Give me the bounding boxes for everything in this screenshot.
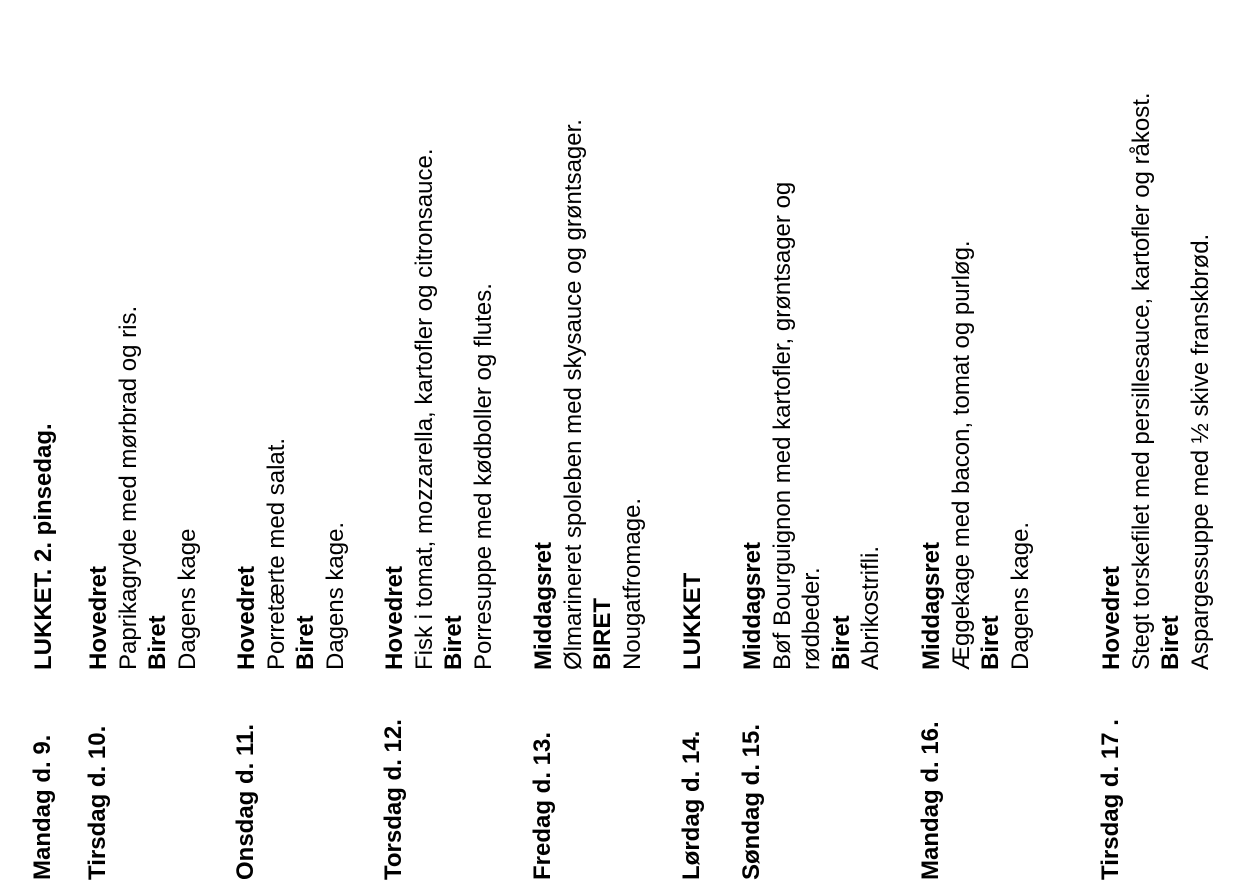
day-label: Torsdag d. 12.	[380, 719, 407, 880]
course-heading: Middagsret	[918, 541, 945, 670]
menu-content	[738, 182, 886, 670]
menu-content	[29, 423, 59, 670]
day-label: Mandag d. 9.	[29, 734, 56, 880]
closed-notice: LUKKET	[679, 572, 706, 670]
closed-notice: LUKKET. 2. pinsedag.	[30, 423, 57, 670]
course-dish: Dagens kage.	[321, 521, 349, 670]
course-heading: Biret	[827, 615, 855, 670]
course-dish: Porresuppe med kødboller og flutes.	[469, 283, 497, 670]
course-heading: Middagsret	[530, 541, 557, 670]
course-heading: Biret	[977, 615, 1004, 670]
menu-content	[84, 306, 202, 670]
menu-content	[380, 148, 498, 670]
course-dish: Ølmarineret spoleben med skysauce og grøntsager.	[559, 119, 587, 670]
course-dish: Porretærte med salat.	[262, 437, 290, 670]
course-dish: Æggekage med bacon, tomat og purløg.	[947, 240, 975, 670]
course-dish: Nougatfromage.	[618, 497, 646, 670]
course-dish: Paprikagryde med mørbrad og ris.	[114, 305, 142, 670]
course-dish: Dagens kage.	[1006, 521, 1034, 670]
course-dish: Bøf Bourguignon med kartofler, grøntsager og	[768, 181, 796, 670]
day-label: Onsdag d. 11.	[232, 723, 259, 880]
course-heading: Biret	[1157, 615, 1184, 670]
menu-content	[1097, 92, 1215, 670]
course-dish: Aspargessuppe med ½ skive franskbrød.	[1186, 233, 1214, 670]
course-heading: Middagsret	[739, 541, 766, 670]
course-heading: Hovedret	[85, 565, 112, 670]
menu-content	[529, 119, 647, 670]
course-dish: Abrikostrifli.	[857, 545, 884, 670]
day-label: Søndag d. 15.	[738, 723, 765, 880]
course-heading: Hovedret	[381, 565, 408, 670]
day-label: Fredag d. 13.	[529, 731, 556, 880]
menu-content	[917, 240, 1035, 670]
course-heading: BIRET	[589, 598, 616, 670]
course-dish: Fisk i tomat, mozzarella, kartofler og citronsauce.	[410, 148, 438, 670]
course-heading: Biret	[144, 615, 171, 670]
day-label: Mandag d. 16.	[917, 721, 944, 880]
course-dish: Stegt torskefilet med persillesauce, kartofler og råkost.	[1127, 92, 1155, 670]
day-label: Tirsdag d. 10.	[84, 725, 111, 880]
course-heading: Hovedret	[1098, 565, 1125, 670]
course-heading: Biret	[440, 615, 467, 670]
day-label: Tirsdag d. 17 .	[1097, 719, 1124, 880]
course-dish-continued: rødbeder.	[798, 567, 825, 670]
menu-content	[678, 573, 708, 670]
course-heading: Biret	[292, 615, 319, 670]
day-label: Lørdag d. 14.	[678, 730, 705, 880]
course-dish: Dagens kage	[173, 528, 201, 670]
course-heading: Hovedret	[233, 565, 260, 670]
menu-content	[232, 438, 350, 670]
